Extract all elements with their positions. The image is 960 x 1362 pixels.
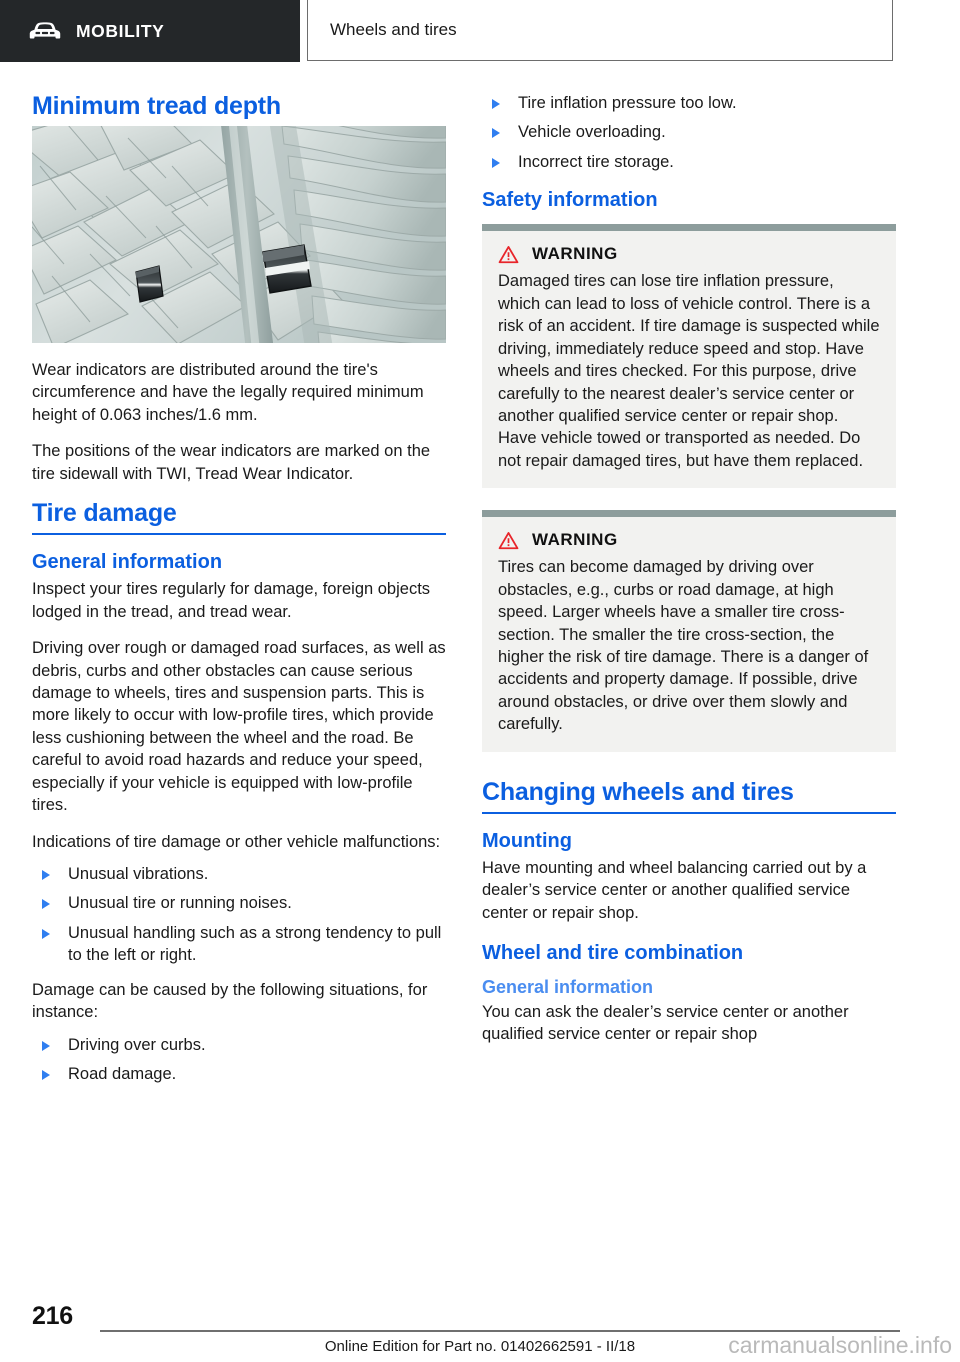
wear-indicator-large (263, 245, 311, 293)
left-column (32, 92, 446, 1098)
triangle-bullet-icon (42, 1070, 50, 1080)
list-damage-causes (32, 1034, 446, 1086)
list-item (32, 1063, 446, 1085)
warning-text: Tires can become damaged by driving over obstacles, e.g., curbs or road damage, at high speed. Larger wheels have a smaller tire cross-section. The smaller the tire cross-section, the higher the risk of tire damage. There is a danger of accidents and property damage. If possible, drive around obstacles, or drive over them slowly and carefully. (498, 558, 869, 734)
paragraph-wear-indicators: Wear indicators are distributed around the tire's circumference and have the legally required minimum height of 0.063 inches/1.6 mm. (32, 361, 424, 424)
list-item (482, 151, 896, 173)
list-item-text: Tire inflation pressure too low. (518, 94, 737, 112)
triangle-bullet-icon (42, 1041, 50, 1051)
page-footer (0, 1290, 960, 1362)
heading-changing-wheels-and-tires: Changing wheels and tires (482, 778, 896, 814)
heading-safety-information: Safety information (482, 189, 658, 212)
watermark: carmanualsonline.info (728, 1332, 952, 1358)
paragraph-inspect-tires: Inspect your tires regularly for damage, foreign objects lodged in the tread, and tread wear. (32, 580, 431, 621)
page-number: 216 (32, 1302, 73, 1330)
warning-triangle-icon (498, 531, 519, 550)
triangle-bullet-icon (42, 899, 50, 909)
list-item (32, 1034, 446, 1056)
warning-box-obstacles (482, 510, 896, 752)
list-item (32, 922, 446, 967)
list-item-text: Vehicle overloading. (518, 123, 666, 142)
page-header (0, 0, 960, 62)
brand-tab-label: MOBILITY (76, 20, 165, 41)
list-item-text: Driving over curbs. (68, 1035, 206, 1054)
edition-text: Online Edition for Part no. 01402662591 - II/18 (324, 1338, 636, 1355)
page-content (0, 62, 960, 1098)
warning-box-damaged-tires (482, 224, 896, 488)
warning-header (498, 244, 880, 264)
paragraph-wear-indicator-positions: The positions of the wear indicators are marked on the tire sidewall with TWI, Tread Wear Indicator. (32, 442, 431, 483)
paragraph-indications-intro: Indications of tire damage or other vehicle malfunctions: (32, 832, 441, 851)
list-item-text: Incorrect tire storage. (518, 152, 674, 171)
heading-tire-damage: Tire damage (32, 499, 446, 535)
wear-indicator-small (136, 266, 163, 302)
list-item (482, 92, 896, 114)
list-item (32, 863, 446, 885)
list-item-text: Unusual vibrations. (68, 865, 209, 883)
triangle-bullet-icon (42, 870, 50, 880)
list-item-text: Road damage. (68, 1065, 177, 1084)
right-column (482, 92, 896, 1098)
list-item-text: Unusual handling such as a strong tendency to pull to the left or right. (68, 923, 442, 965)
list-item-text: Unusual tire or running noises. (68, 894, 292, 913)
tire-tread-figure (32, 126, 446, 343)
list-item (482, 121, 896, 143)
heading-minimum-tread-depth: Minimum tread depth (32, 92, 281, 120)
list-damage-causes-continued (482, 92, 896, 173)
warning-label: WARNING (532, 530, 618, 550)
triangle-bullet-icon (492, 158, 500, 168)
paragraph-mounting: Have mounting and wheel balancing carried out by a dealer’s service center or another qualified service center or repair shop. (482, 858, 867, 922)
paragraph-damage-causes-intro: Damage can be caused by the following situations, for instance: (32, 980, 428, 1022)
paragraph-driving-over-rough: Driving over rough or damaged road surfaces, as well as debris, curbs and other obstacles can cause serious damage to wheels, tires and suspension parts. This is more likely to occur with low-profile tires, which provide less cushioning between the wheel and the road. Be careful to avoid road hazards and reduce your speed, especially if your vehicle is equipped with low-profile tires. (32, 639, 446, 815)
two-column-layout (0, 62, 960, 1098)
brand-tab-mobility[interactable] (0, 0, 300, 62)
section-tab-label: Wheels and tires (330, 20, 457, 39)
heading-wheel-and-tire-combination: Wheel and tire combination (482, 942, 744, 965)
tire-tread-illustration (32, 126, 446, 343)
heading-mounting: Mounting (482, 829, 572, 852)
warning-header (498, 530, 880, 550)
triangle-bullet-icon (492, 99, 500, 109)
warning-box-top-bar (482, 224, 896, 231)
triangle-bullet-icon (492, 128, 500, 138)
heading-general-information: General information (32, 551, 223, 574)
list-indications (32, 863, 446, 967)
list-item (32, 892, 446, 914)
heading-general-information-2: General information (482, 977, 654, 998)
car-front-icon (28, 20, 62, 42)
section-tab-wheels-and-tires[interactable] (307, 0, 893, 61)
warning-triangle-icon (498, 245, 519, 264)
warning-label: WARNING (532, 244, 618, 264)
triangle-bullet-icon (42, 929, 50, 939)
warning-text: Damaged tires can lose tire inflation pressure, which can lead to loss of vehicle control. There is a risk of an accident. If tire damage is suspected while driving, immediately reduce speed and stop. Have wheels and tires checked. For this purpose, drive carefully to the nearest dealer’s service center or another qualified service center or repair shop. Have vehicle towed or transported as needed. Do not repair damaged tires, but have them replaced. (498, 272, 880, 470)
warning-box-top-bar (482, 510, 896, 517)
paragraph-you-can-ask: You can ask the dealer’s service center or another qualified service center or repair shop (482, 1002, 849, 1044)
